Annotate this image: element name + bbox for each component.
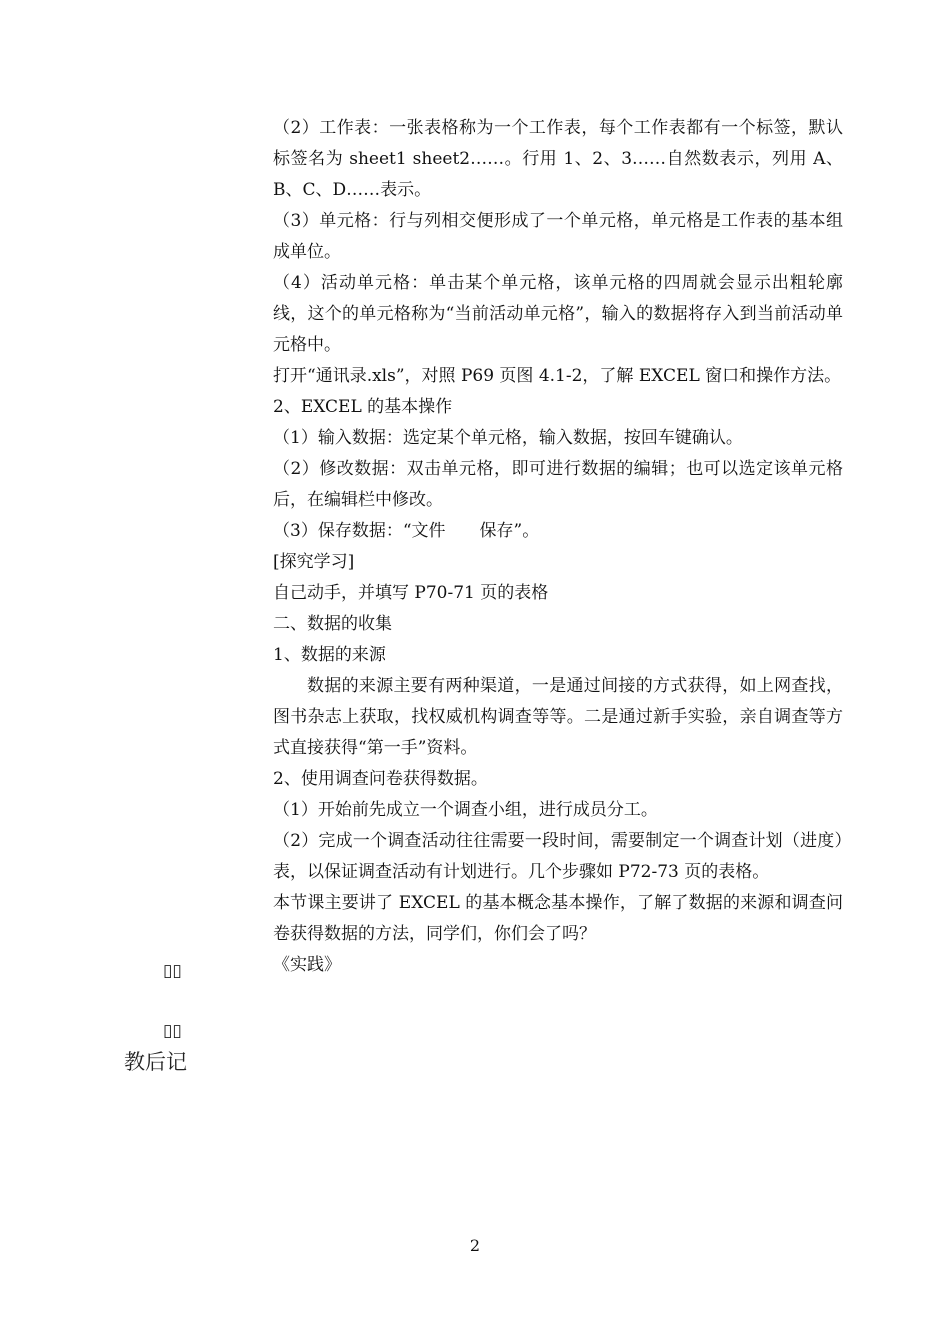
page-number: 2 bbox=[469, 1236, 481, 1255]
paragraph-save-data: （3）保存数据：“文件 保存”。 bbox=[273, 521, 540, 541]
paragraph-summary: 本节课主要讲了 EXCEL 的基本概念基本操作，了解了数据的来源和调查问卷获得数据的方法，同学们，你们会了吗？ bbox=[273, 893, 843, 944]
paragraph-open-file: 打开“通讯录.xls”，对照 P69 页图 4.1-2，了解 EXCEL 窗口和操作方法。 bbox=[273, 366, 842, 386]
side-label-summary: ▯▯ bbox=[163, 961, 182, 981]
paragraph-worksheet: （2）工作表：一张表格称为一个工作表，每个工作表都有一个标签，默认标签名为 sheet1 sheet2……。行用 1、2、3……自然数表示，列用 A、B、C、D……表示。 bbox=[273, 118, 843, 200]
paragraph-active-cell: （4）活动单元格：单击某个单元格，该单元格的四周就会显示出粗轮廓线，这个的单元格称为“当前活动单元格”，输入的数据将存入到当前活动单元格中。 bbox=[273, 273, 843, 355]
paragraph-hands-on: 自己动手，并填写 P70-71 页的表格 bbox=[273, 583, 549, 603]
heading-inquiry-learning: [探究学习] bbox=[273, 552, 355, 572]
heading-questionnaire: 2、使用调查问卷获得数据。 bbox=[273, 769, 488, 789]
paragraph-edit-data: （2）修改数据：双击单元格，即可进行数据的编辑；也可以选定该单元格后，在编辑栏中修改。 bbox=[273, 459, 843, 510]
lesson-body bbox=[273, 113, 843, 981]
side-label-homework: ▯▯ bbox=[163, 1021, 182, 1041]
paragraph-data-sources: 数据的来源主要有两种渠道，一是通过间接的方式获得，如上网查找，图书杂志上获取，找权威机构调查等等。二是通过新手实验，亲自调查等方式直接获得“第一手”资料。 bbox=[273, 676, 843, 758]
paragraph-practice: 《实践》 bbox=[273, 955, 341, 975]
side-label-afterword: 教后记 bbox=[124, 1050, 187, 1074]
heading-data-collection: 二、数据的收集 bbox=[273, 614, 392, 634]
paragraph-cell: （3）单元格：行与列相交便形成了一个单元格，单元格是工作表的基本组成单位。 bbox=[273, 211, 843, 262]
paragraph-input-data: （1）输入数据：选定某个单元格，输入数据，按回车键确认。 bbox=[273, 428, 743, 448]
paragraph-survey-plan: （2）完成一个调查活动往往需要一段时间，需要制定一个调查计划（进度）表，以保证调查活动有计划进行。几个步骤如 P72-73 页的表格。 bbox=[273, 831, 843, 882]
heading-basic-operations: 2、EXCEL 的基本操作 bbox=[273, 397, 453, 417]
heading-data-sources: 1、数据的来源 bbox=[273, 645, 386, 665]
paragraph-survey-team: （1）开始前先成立一个调查小组，进行成员分工。 bbox=[273, 800, 658, 820]
